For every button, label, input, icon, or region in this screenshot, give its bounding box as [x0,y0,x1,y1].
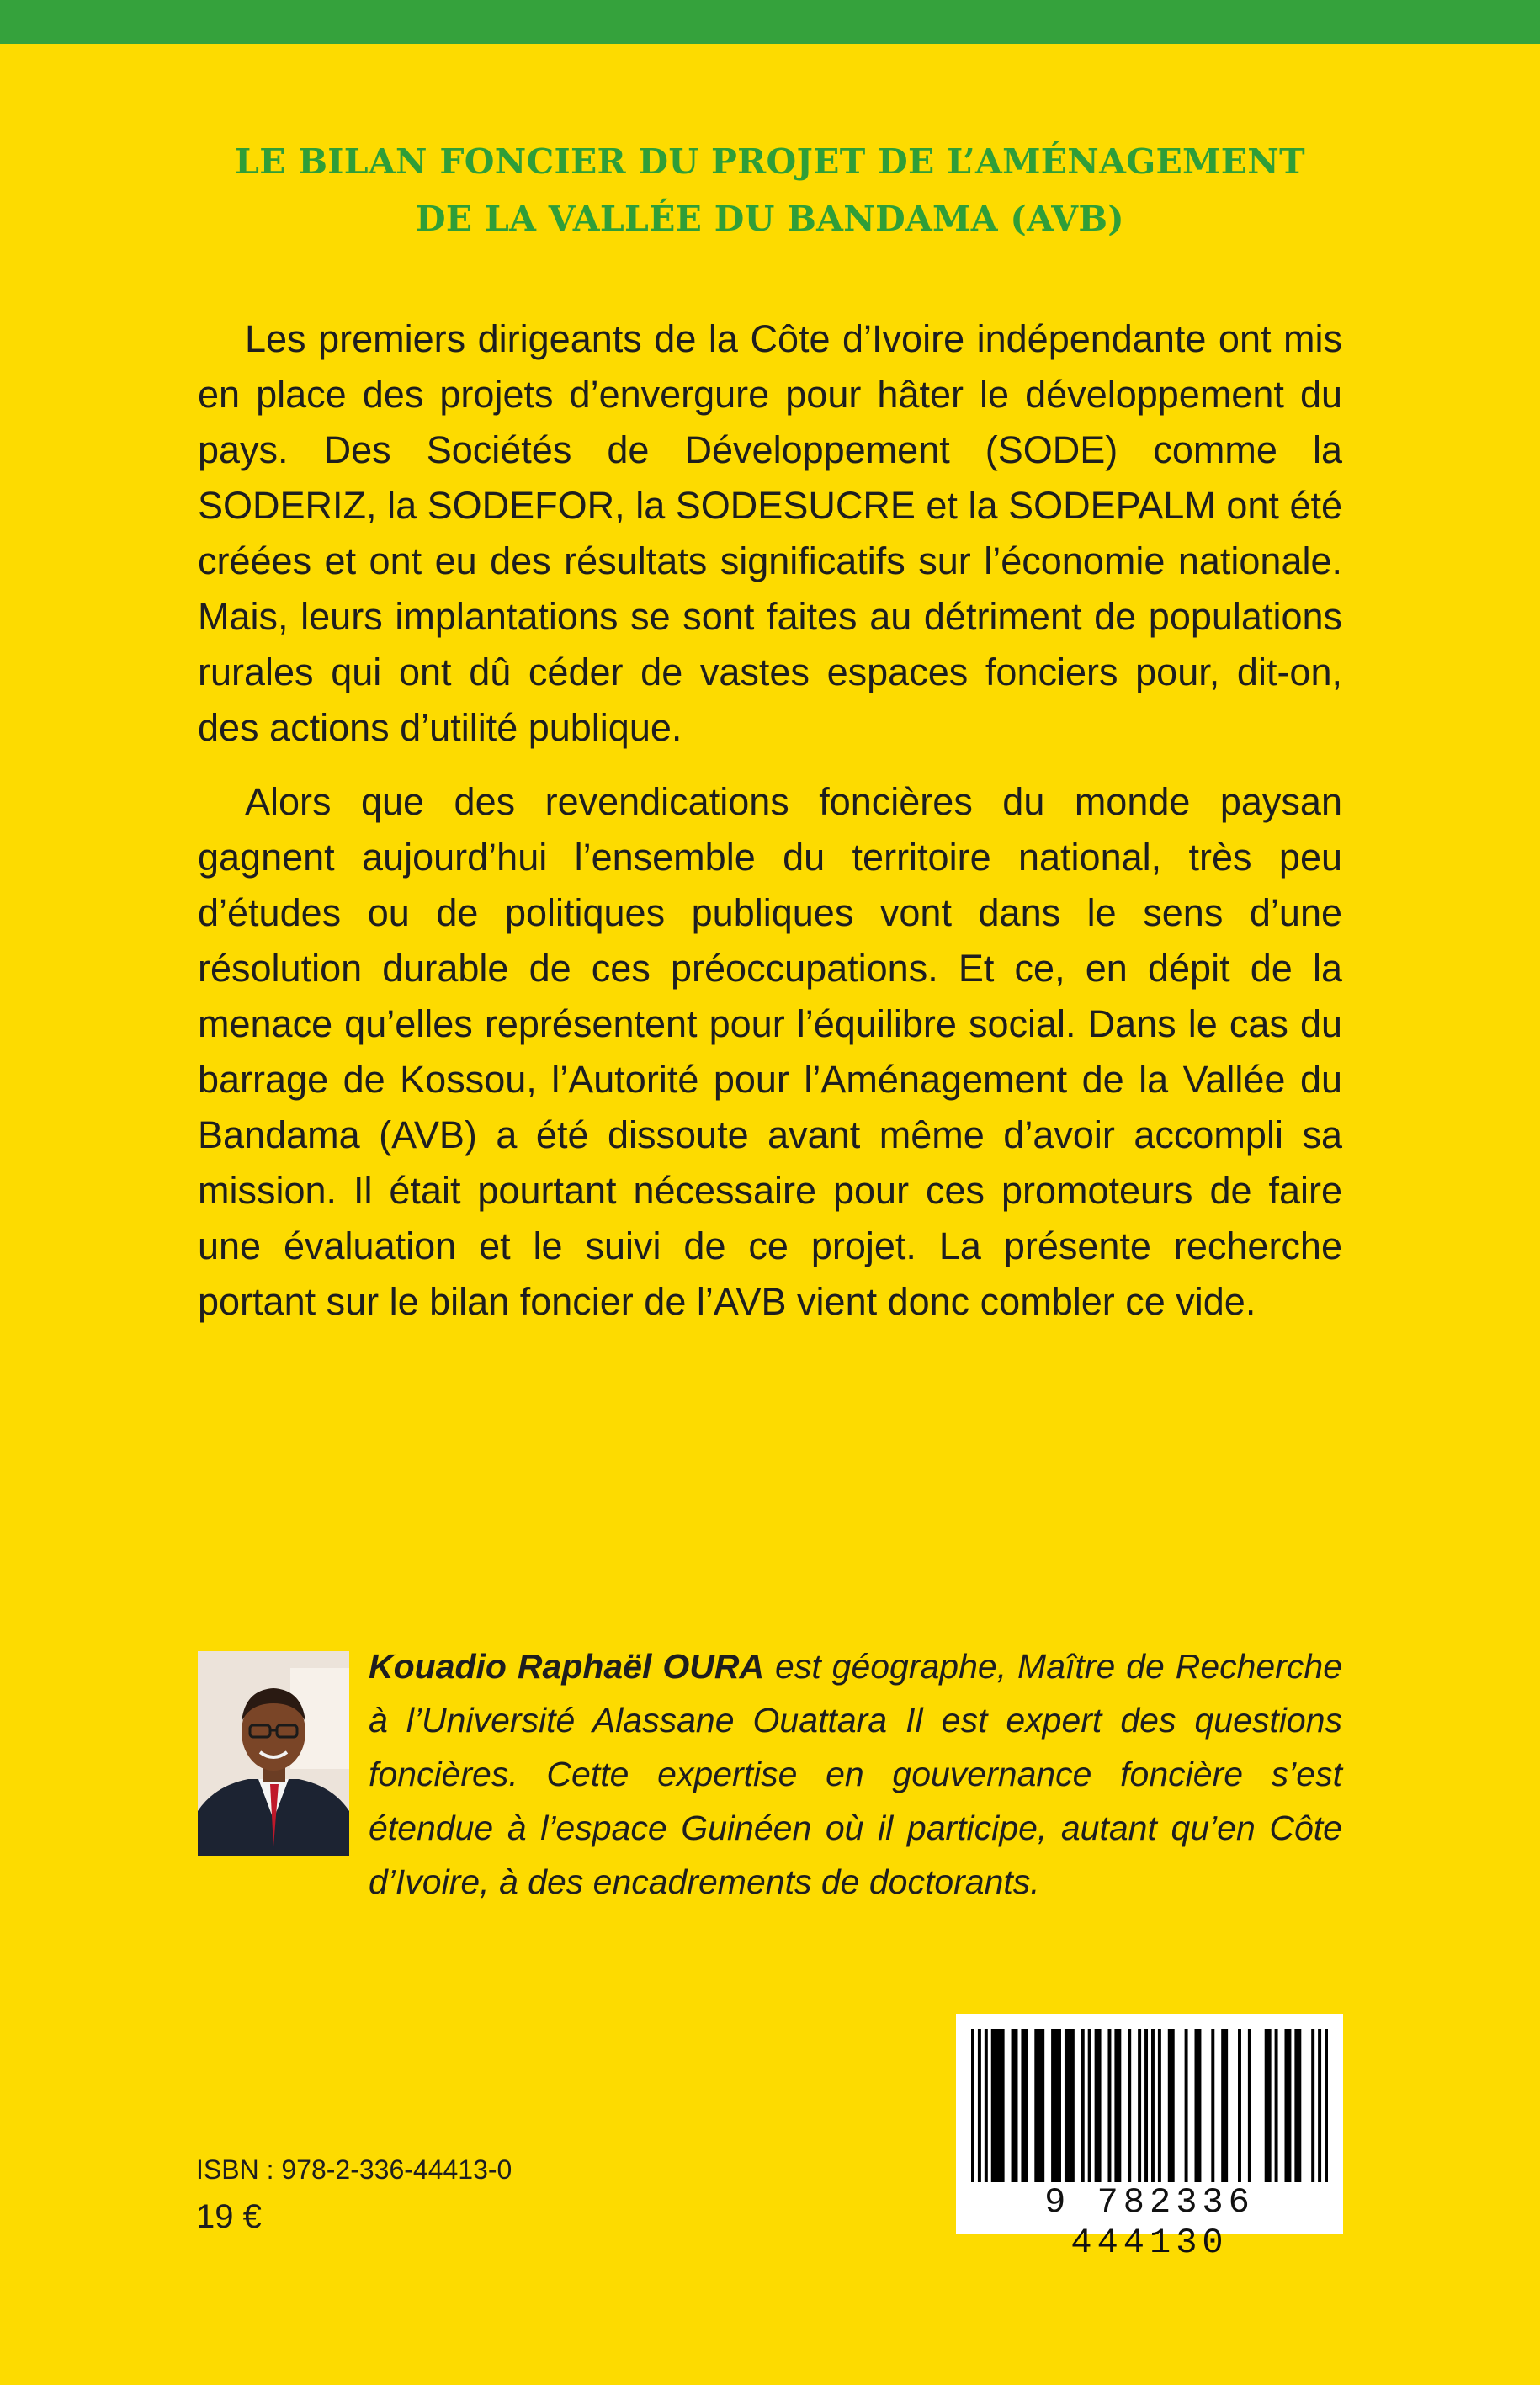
summary-paragraph-1: Les premiers dirigeants de la Côte d’Ivoire indépendante ont mis en place des projets d’envergure pour hâter le développement du pays. Des Sociétés de Développement (SODE) comme la SODERIZ, la SODEFOR, la SODESUCRE et la SODEPALM ont été créées et ont eu des résultats significatifs sur l’économie nationale. Mais, leurs implantations se sont faites au détriment de populations rurales qui ont dû céder de vastes espaces fonciers pour, dit-on, des actions d’utilité publique. [198,317,1342,749]
barcode-bar [1012,2029,1018,2182]
book-title-line-1: LE BILAN FONCIER DU PROJET DE L’AMÉNAGEMENT [235,141,1305,182]
barcode-bar [1034,2029,1044,2182]
barcode-bar [1065,2029,1075,2182]
summary-paragraph-2: Alors que des revendications foncières du monde paysan gagnent aujourd’hui l’ensemble du territoire national, très peu d’études ou de politiques publiques vont dans le sens d’une résolution durable de ces préoccupations. Et ce, en dépit de la menace qu’elles représentent pour l’équilibre social. Dans le cas du barrage de Kossou, l’Autorité pour l’Aménagement de la Vallée du Bandama (AVB) a été dissoute avant même d’avoir accompli sa mission. Il était pourtant nécessaire pour ces promoteurs de faire une évaluation et le suivi de ce projet. La présente recherche portant sur le bilan foncier de l’AVB vient donc combler ce vide. [198,780,1342,1323]
barcode-bar [978,2029,981,2182]
barcode-bar [1238,2029,1241,2182]
barcode-bar [1221,2029,1228,2182]
barcode-bar [971,2029,974,2182]
barcode-bar [1325,2029,1328,2182]
barcode [956,2014,1343,2263]
barcode-bar [1168,2029,1175,2182]
book-title-line-2: DE LA VALLÉE DU BANDAMA (AVB) [415,199,1124,239]
barcode-bar [1021,2029,1028,2182]
barcode-bar [1195,2029,1202,2182]
barcode-bar [1051,2029,1061,2182]
barcode-bar [1088,2029,1091,2182]
barcode-bar [1265,2029,1272,2182]
barcode-bars [971,2029,1328,2182]
barcode-bar [1095,2029,1102,2182]
barcode-bar [1158,2029,1161,2182]
barcode-bar [1138,2029,1141,2182]
barcode-bar [1107,2029,1111,2182]
barcode-bar [1211,2029,1214,2182]
back-cover-summary [198,311,1342,1348]
barcode-bar [1185,2029,1188,2182]
barcode-digits: 9 782336 444130 [1044,2182,1255,2263]
barcode-bar [1151,2029,1155,2182]
barcode-bar [1294,2029,1301,2182]
top-green-band [0,0,1540,44]
author-name: Kouadio Raphaël OURA [369,1647,765,1686]
barcode-bar [1081,2029,1085,2182]
barcode-bar [1248,2029,1251,2182]
book-title [194,133,1346,247]
price-text: 19 € [196,2198,262,2235]
isbn-text: ISBN : 978-2-336-44413-0 [196,2154,512,2185]
barcode-bar [1275,2029,1278,2182]
barcode-bar [985,2029,988,2182]
barcode-bar [1284,2029,1291,2182]
barcode-bar [1318,2029,1321,2182]
author-bio [369,1639,1342,1909]
barcode-bar [1114,2029,1121,2182]
author-photo [198,1651,349,1856]
barcode-bar [1311,2029,1314,2182]
barcode-bar [991,2029,1005,2182]
barcode-bar [1128,2029,1131,2182]
barcode-bar [1144,2029,1148,2182]
author-bio-text: est géographe, Maître de Recherche à l’Université Alassane Ouattara Il est expert des questions foncières. Cette expertise en gouvernance foncière s’est étendue à l’espace Guinéen où il participe, autant qu’en Côte d’Ivoire, à des encadrements de doctorants. [369,1647,1342,1901]
author-portrait-illustration [198,1651,349,1856]
